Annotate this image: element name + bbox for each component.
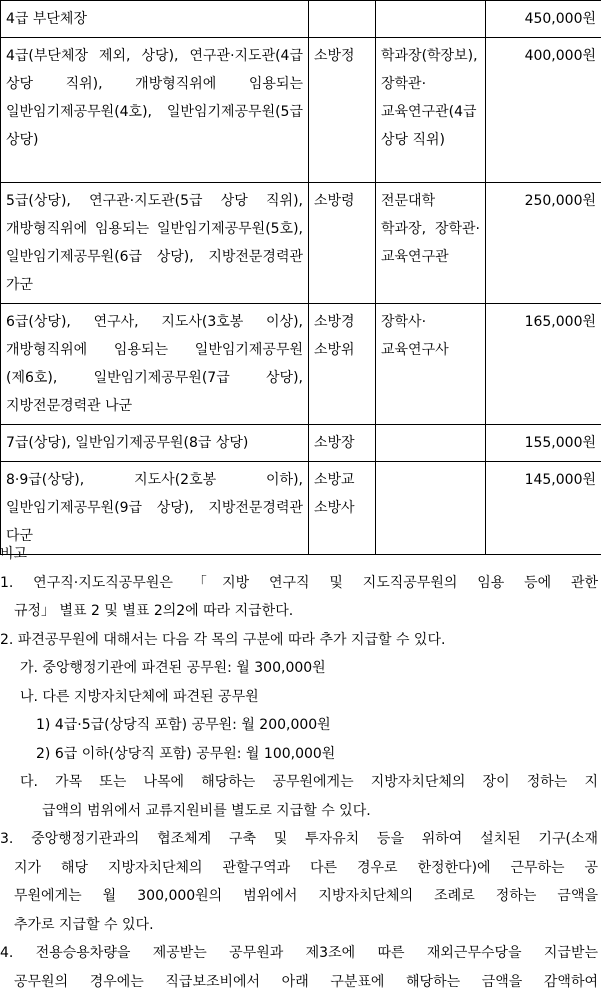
- remark-line: 규정」 별표 2 및 별표 2의2에 따라 지급한다.: [0, 597, 598, 626]
- amount: 165,000원: [486, 304, 601, 425]
- rank-description: 8·9급(상당), 지도사(2호봉 이하), 일반임기제공무원(9급 상당), 지방전문경력관 다군: [1, 462, 309, 555]
- education-rank: 장학사·교육연구사: [376, 304, 486, 425]
- education-rank: [376, 425, 486, 462]
- remark-line: 4. 전용승용차량을 제공받는 공무원과 제3조에 따른 재외근무수당을 지급받는: [0, 939, 598, 968]
- amount: 400,000원: [486, 38, 601, 183]
- remark-line: 무원에게는 월 300,000원의 범위에서 지방자치단체의 조례로 정하는 금액을: [0, 882, 598, 911]
- remark-line: 2. 파견공무원에 대해서는 다음 각 목의 구분에 따라 추가 지급할 수 있다.: [0, 626, 598, 655]
- education-rank: 전문대학 학과장, 장학관·교육연구관: [376, 183, 486, 304]
- rank-description: 7급(상당), 일반임기제공무원(8급 상당): [1, 425, 309, 462]
- table-row: [1, 425, 601, 462]
- remarks-section: [0, 540, 598, 996]
- table-row: [1, 183, 601, 304]
- rank-description: 6급(상당), 연구사, 지도사(3호봉 이상), 개방형직위에 임용되는 일반임기제공무원(제6호), 일반임기제공무원(7급 상당), 지방전문경력관 나군: [1, 304, 309, 425]
- remark-line: 2) 6급 이하(상당직 포함) 공무원: 월 100,000원: [0, 740, 598, 769]
- fire-rank: [309, 1, 376, 38]
- remark-line: 1. 연구직·지도직공무원은 「지방 연구직 및 지도직공무원의 임용 등에 관한: [0, 569, 598, 598]
- table-row: [1, 38, 601, 183]
- rank-description: 5급(상당), 연구관·지도관(5급 상당 직위), 개방형직위에 임용되는 일반임기제공무원(5호), 일반임기제공무원(6급 상당), 지방전문경력관 가군: [1, 183, 309, 304]
- remark-line: 지가 해당 지방자치단체의 관할구역과 다른 경우로 한정한다)에 근무하는 공: [0, 854, 598, 883]
- table-row: [1, 304, 601, 425]
- remark-line: 추가로 지급할 수 있다.: [0, 911, 598, 940]
- fire-rank: 소방경 소방위: [309, 304, 376, 425]
- remark-line: 다. 가목 또는 나목에 해당하는 공무원에게는 지방자치단체의 장이 정하는 지: [0, 768, 598, 797]
- rank-description: 4급 부단체장: [1, 1, 309, 38]
- fire-rank: 소방교 소방사: [309, 462, 376, 555]
- fire-rank: 소방정: [309, 38, 376, 183]
- amount: 250,000원: [486, 183, 601, 304]
- remark-line: 급액의 범위에서 교류지원비를 별도로 지급할 수 있다.: [0, 797, 598, 826]
- table-row: [1, 1, 601, 38]
- amount: 450,000원: [486, 1, 601, 38]
- amount: 145,000원: [486, 462, 601, 555]
- rank-description: 4급(부단체장 제외, 상당), 연구관·지도관(4급 상당 직위), 개방형직위에 임용되는 일반임기제공무원(4호), 일반임기제공무원(5급 상당): [1, 38, 309, 183]
- remark-line: 3. 중앙행정기관과의 협조체계 구축 및 투자유치 등을 위하여 설치된 기구(소재: [0, 825, 598, 854]
- education-rank: [376, 1, 486, 38]
- remark-line: 가. 중앙행정기관에 파견된 공무원: 월 300,000원: [0, 654, 598, 683]
- remark-line: 공무원의 경우에는 직급보조비에서 아래 구분표에 해당하는 금액을 감액하여: [0, 968, 598, 996]
- remark-line: 1) 4급·5급(상당직 포함) 공무원: 월 200,000원: [0, 711, 598, 740]
- remark-line: 나. 다른 지방자치단체에 파견된 공무원: [0, 683, 598, 712]
- amount: 155,000원: [486, 425, 601, 462]
- fire-rank: 소방령: [309, 183, 376, 304]
- fire-rank: 소방장: [309, 425, 376, 462]
- education-rank: 학과장(학장보), 장학관·교육연구관(4급 상당 직위): [376, 38, 486, 183]
- remarks-heading: 비고: [0, 540, 598, 569]
